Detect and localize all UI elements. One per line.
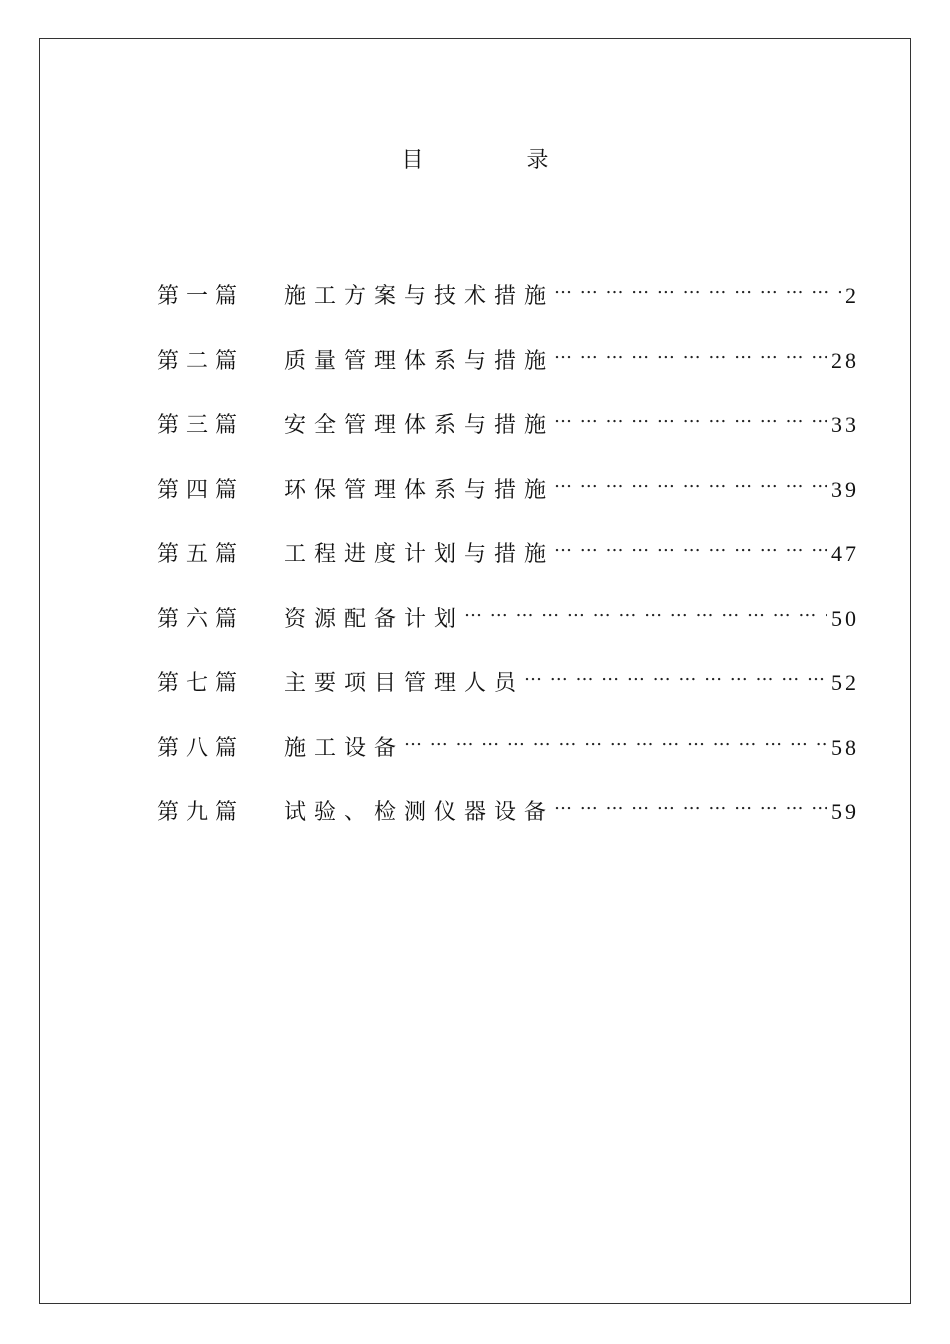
toc-entry-title: 安全管理体系与措施: [284, 413, 555, 438]
toc-page-number: 33: [831, 412, 859, 437]
dot-leader: [554, 467, 827, 497]
toc-page-number: 2: [845, 283, 859, 308]
toc-page-number: 58: [831, 734, 859, 760]
toc-entry-title: 试验、检测仪器设备: [284, 800, 555, 825]
toc-entry-title: 环保管理体系与措施: [284, 477, 555, 503]
dot-leader: [464, 596, 827, 626]
toc-entry[interactable]: [157, 660, 859, 725]
toc-entry-title: 质量管理体系与措施: [284, 348, 555, 374]
toc-page-number: 50: [831, 605, 859, 631]
dot-leader: [554, 531, 827, 561]
dot-leader: [554, 402, 827, 432]
dot-leader: [404, 725, 827, 755]
toc-part-label: 第一篇: [157, 284, 245, 309]
toc-page-number: 39: [831, 476, 859, 502]
toc-list: [157, 273, 859, 854]
toc-entry[interactable]: [157, 531, 859, 596]
toc-page-number: 52: [831, 670, 859, 695]
dot-leader: [554, 789, 827, 819]
toc-entry[interactable]: [157, 467, 859, 532]
toc-entry-title: 工程进度计划与措施: [284, 542, 555, 567]
dot-leader: [554, 338, 827, 368]
toc-entry-title: 资源配备计划: [284, 606, 465, 632]
toc-part-label: 第八篇: [157, 735, 245, 761]
toc-page-number: 47: [831, 541, 859, 566]
toc-entry[interactable]: [157, 596, 859, 661]
toc-entry[interactable]: [157, 273, 859, 338]
toc-entry-title: 主要项目管理人员: [284, 671, 525, 696]
toc-entry[interactable]: [157, 338, 859, 403]
toc-part-label: 第四篇: [157, 477, 245, 503]
toc-entry-title: 施工设备: [284, 735, 405, 761]
toc-entry[interactable]: [157, 789, 859, 854]
dot-leader: [524, 660, 827, 690]
toc-entry-title: 施工方案与技术措施: [284, 284, 555, 309]
toc-part-label: 第二篇: [157, 348, 245, 374]
toc-part-label: 第九篇: [157, 800, 245, 825]
toc-page-number: 28: [831, 347, 859, 373]
toc-page-number: 59: [831, 799, 859, 824]
toc-part-label: 第三篇: [157, 413, 245, 438]
toc-entry[interactable]: [157, 402, 859, 467]
dot-leader: [554, 273, 841, 303]
toc-part-label: 第六篇: [157, 606, 245, 632]
toc-title: 目 录: [401, 148, 597, 173]
toc-part-label: 第七篇: [157, 671, 245, 696]
toc-entry[interactable]: [157, 725, 859, 790]
toc-part-label: 第五篇: [157, 542, 245, 567]
